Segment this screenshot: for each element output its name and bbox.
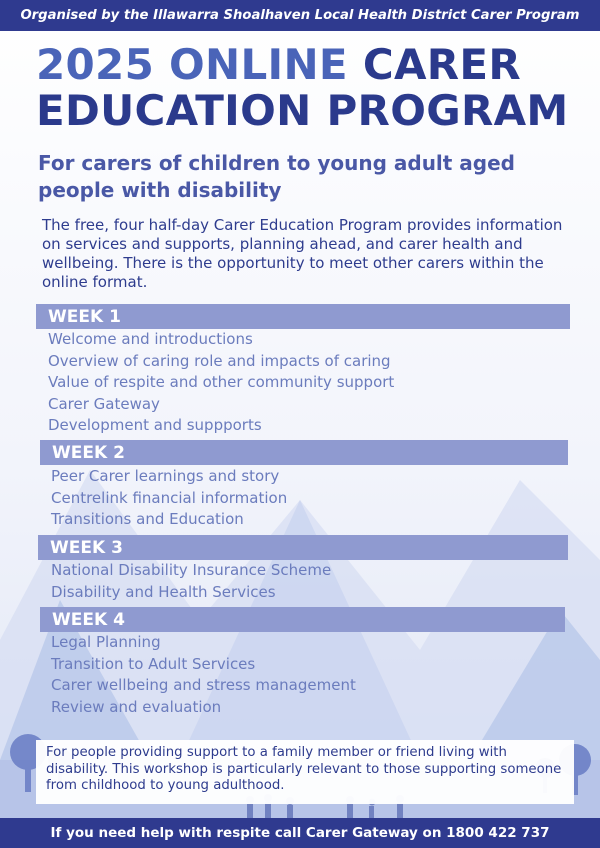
organiser-banner (0, 0, 600, 31)
week-2-header (40, 440, 568, 465)
week-1-header (36, 304, 570, 329)
title-line2: EDUCATION PROGRAM (36, 86, 569, 135)
week-3-label: WEEK 3 (50, 537, 123, 558)
title-line1-highlight: 2025 ONLINE (36, 40, 348, 89)
week-4-topics (51, 632, 356, 718)
week-1-topics (48, 329, 394, 437)
list-item: Carer wellbeing and stress management (51, 676, 356, 694)
list-item: Centrelink financial information (51, 488, 288, 507)
list-item: Transition to Adult Services (51, 654, 256, 673)
page-title (36, 42, 596, 134)
list-item: Legal Planning (51, 633, 161, 651)
list-item: Review and evaluation (51, 697, 222, 716)
week-2-topics (51, 466, 287, 531)
list-item: Value of respite and other community support (48, 373, 395, 391)
help-banner (0, 818, 600, 848)
list-item: Peer Carer learnings and story (51, 467, 280, 485)
week-2-label: WEEK 2 (52, 442, 125, 463)
week-4-header (40, 607, 565, 632)
audience-note: For people providing support to a family member or friend living with disability. This workshop is particularly relevant to those supporting someone from childhood to young adulthood. (36, 740, 574, 804)
list-item: Transitions and Education (51, 510, 244, 528)
week-3-header (38, 535, 568, 560)
help-text: If you need help with respite call Carer Gateway on 1800 422 737 (50, 825, 550, 841)
week-1-label: WEEK 1 (48, 306, 121, 327)
list-item: Welcome and introductions (48, 330, 253, 348)
intro-paragraph: The free, four half-day Carer Education Program provides information on services and supports, planning ahead, and carer health and wellbeing. There is the opportunity to meet other carers within the online format. (42, 216, 563, 291)
list-item: National Disability Insurance Scheme (51, 561, 332, 579)
list-item: Development and suppports (48, 416, 262, 434)
title-line1-rest: CARER (362, 40, 522, 89)
list-item: Carer Gateway (48, 394, 160, 413)
organiser-text: Organised by the Illawarra Shoalhaven Local Health District Carer Program (20, 8, 580, 23)
week-4-label: WEEK 4 (52, 609, 125, 630)
week-3-topics (51, 560, 331, 603)
list-item: Overview of caring role and impacts of caring (48, 351, 391, 370)
list-item: Disability and Health Services (51, 582, 276, 601)
subtitle: For carers of children to young adult aged people with disability (38, 151, 516, 202)
